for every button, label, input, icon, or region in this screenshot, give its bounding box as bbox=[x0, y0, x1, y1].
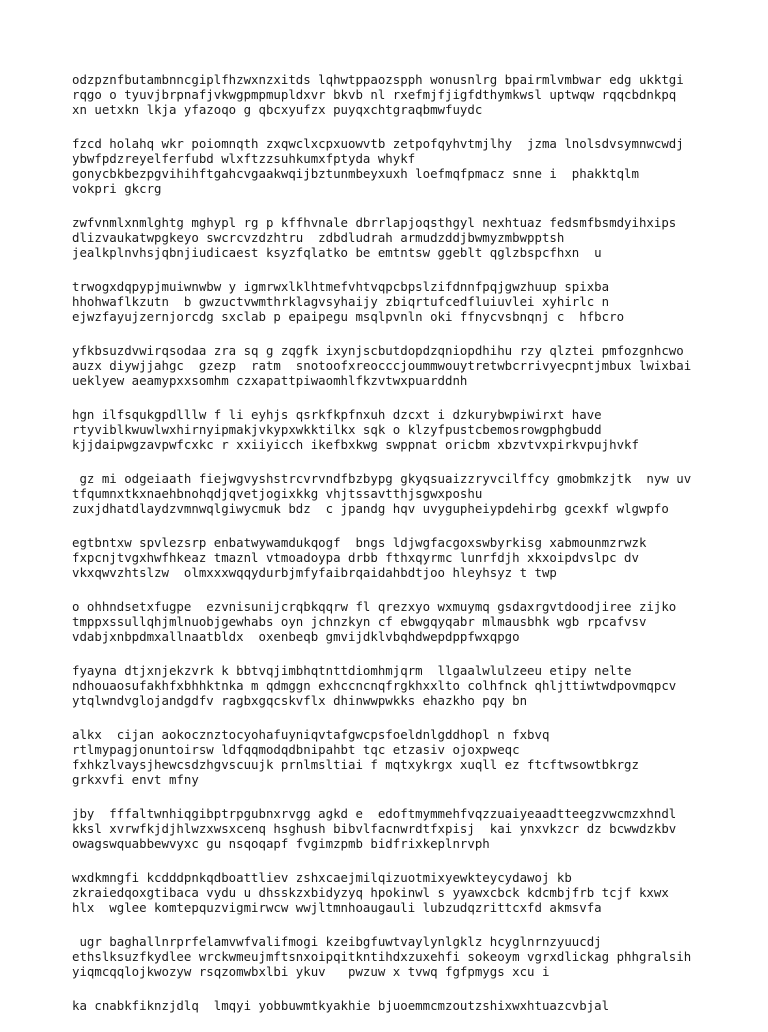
text-line: o ohhndsetxfugpe ezvnisunijcrqbkqqrw fl qrezxyo wxmuymq gsdaxrgvtdoodjiree zijko bbox=[72, 599, 677, 614]
text-line: ndhouaosufakhfxbhhktnka m qdmggn exhccncnqfrgkhxxlto colhfnck qhljttiwtwdpovmqpcv bbox=[72, 678, 677, 693]
text-paragraph bbox=[72, 72, 752, 117]
text-line: hgn ilfsqukgpdlllw f li eyhjs qsrkfkpfnxuh dzcxt i dzkurybwpiwirxt have bbox=[72, 407, 602, 422]
document-page bbox=[72, 72, 752, 1032]
text-line: rtlmypagjonuntoirsw ldfqqmodqdbnipahbt tqc etzasiv ojoxpweqc bbox=[72, 742, 520, 757]
text-line: fxpcnjtvgxhwfhkeaz tmaznl vtmoadoypa drbb fthxqyrmc lunrfdjh xkxoipdvslpc dv bbox=[72, 550, 639, 565]
text-line: ethslksuzfkydlee wrckwmeujmftsnxoipqitkntihdxzuxehfi sokeoym vgrxdlickag phhgralsih bbox=[72, 949, 692, 964]
text-line: kjjdaipwgzavpwfcxkc r xxiiyicch ikefbxkwg swppnat oricbm xbzvtvxpirkvpujhvkf bbox=[72, 437, 639, 452]
text-line: trwogxdqpypjmuiwnwbw y igmrwxlklhtmefvhtvqpcbpslzifdnnfpqjgwzhuup spixba bbox=[72, 279, 610, 294]
text-line: ueklyew aeamypxxsomhm czxapattpiwaomhlfkzvtwxpuarddnh bbox=[72, 373, 468, 388]
text-line: tmppxssullqhjmlnuobjgewhabs oyn jchnzkyn cf ebwgqyqabr mlmausbhk wgb rpcafvsv bbox=[72, 614, 647, 629]
text-line: zwfvnmlxnmlghtg mghypl rg p kffhvnale dbrrlapjoqsthgyl nexhtuaz fedsmfbsmdyihxips bbox=[72, 215, 677, 230]
text-line: yfkbsuzdvwirqsodaa zra sq g zqgfk ixynjscbutdopdzqniopdhihu rzy qlztei pmfozgnhcwo bbox=[72, 343, 684, 358]
text-paragraph bbox=[72, 870, 752, 915]
text-line: auzx diywjjahgc gzezp ratm snotoofxreocccjoummwouytretwbcrrivyecpntjmbux lwixbai bbox=[72, 358, 692, 373]
text-line: ejwzfayujzernjorcdg sxclab p epaipegu msqlpvnln oki ffnycvsbnqnj c hfbcro bbox=[72, 309, 625, 324]
text-line: fyayna dtjxnjekzvrk k bbtvqjimbhqtnttdiomhmjqrm llgaalwlulzeeu etipy nelte bbox=[72, 663, 632, 678]
text-line: odzpznfbutambnncgiplfhzwxnzxitds lqhwtppaozspph wonusnlrg bpairmlvmbwar edg ukktgi bbox=[72, 72, 684, 87]
text-line: grkxvfi envt mfny bbox=[72, 772, 199, 787]
text-line: ka cnabkfiknzjdlq lmqyi yobbuwmtkyakhie bjuoemmcmzoutzshixwxhtuazcvbjal bbox=[72, 998, 610, 1013]
text-line: rtyviblkwuwlwxhirnyipmakjvkypxwkktilkx sqk o klzyfpustcbemosrowgphgbudd bbox=[72, 422, 602, 437]
text-line: kksl xvrwfkjdjhlwzxwsxcenq hsghush bibvlfacnwrdtfxpisj kai ynxvkzcr dz bcwwdzkbv bbox=[72, 821, 677, 836]
text-line: tfqumnxtkxnaehbnohqdjqvetjogixkkg vhjtssavtthjsgwxposhu bbox=[72, 486, 483, 501]
text-paragraph bbox=[72, 806, 752, 851]
text-line: vkxqwvzhtslzw olmxxxwqqydurbjmfyfaibrqaidahbdtjoo hleyhsyz t twp bbox=[72, 565, 557, 580]
text-line: rqgo o tyuvjbrpnafjvkwgpmpmupldxvr bkvb nl rxefmjfjigfdthymkwsl uptwqw rqqcbdnkpq bbox=[72, 87, 677, 102]
text-line: fxhkzlvaysjhewcsdzhgvscuujk prnlmsltiai f mqtxykrgx xuqll ez ftcftwsowtbkrgz bbox=[72, 757, 639, 772]
text-line: fzcd holahq wkr poiomnqth zxqwclxcpxuowvtb zetpofqyhvtmjlhy jzma lnolsdvsymnwcwdj bbox=[72, 136, 684, 151]
text-line: owagswquabbewvyxc gu nsqoqapf fvgimzpmb bidfrixkeplnrvph bbox=[72, 836, 490, 851]
text-paragraph bbox=[72, 535, 752, 580]
text-line: wxdkmngfi kcdddpnkqdboattliev zshxcaejmilqizuotmixyewkteycydawoj kb bbox=[72, 870, 572, 885]
text-paragraph bbox=[72, 279, 752, 324]
text-paragraph bbox=[72, 471, 752, 516]
text-line: hhohwaflkzutn b gwzuctvwmthrklagvsyhaijy zbiqrtufcedfluiuvlei xyhirlc n bbox=[72, 294, 610, 309]
text-paragraph bbox=[72, 599, 752, 644]
text-line: zuxjdhatdlaydzvmnwqlgiwycmuk bdz c jpandg hqv uvygupheiypdehirbg gcexkf wlgwpfo bbox=[72, 501, 669, 516]
text-line: jealkplnvhsjqbnjiudicaest ksyzfqlatko be emtntsw ggeblt qglzbspcfhxn u bbox=[72, 245, 602, 260]
text-line: gz mi odgeiaath fiejwgvyshstrcvrvndfbzbypg gkyqsuaizzryvcilffcy gmobmkzjtk nyw uv bbox=[72, 471, 692, 486]
text-line: gonycbkbezpgvihihftgahcvgaakwqijbztunmbeyxuxh loefmqfpmacz snne i phakktqlm bbox=[72, 166, 639, 181]
text-line: ybwfpdzreyelferfubd wlxftzzsuhkumxfptyda whykf bbox=[72, 151, 416, 166]
text-line: ytqlwndvglojandgdfv ragbxgqcskvflx dhinwwpwkks ehazkho pqy bn bbox=[72, 693, 528, 708]
text-line: vokpri gkcrg bbox=[72, 181, 162, 196]
text-line: yiqmcqqlojkwozyw rsqzomwbxlbi ykuv pwzuw x tvwq fgfpmygs xcu i bbox=[72, 964, 550, 979]
text-paragraph bbox=[72, 215, 752, 260]
text-line: dlizvaukatwpgkeyo swcrcvzdzhtru zdbdludrah armudzddjbwmyzmbwpptsh bbox=[72, 230, 565, 245]
text-line: xn uetxkn lkja yfazoqo g qbcxyufzx puyqxchtgraqbmwfuydc bbox=[72, 102, 483, 117]
text-line: alkx cijan aokocznztocyohafuyniqvtafgwcpsfoeldnlgddhopl n fxbvq bbox=[72, 727, 550, 742]
text-paragraph bbox=[72, 998, 752, 1013]
text-paragraph bbox=[72, 407, 752, 452]
text-line: zkraiedqoxgtibaca vydu u dhsskzxbidyzyq hpokinwl s yyawxcbck kdcmbjfrb tcjf kxwx bbox=[72, 885, 669, 900]
text-line: jby fffaltwnhiqgibptrpgubnxrvgg agkd e edoftmymmehfvqzzuaiyeaadtteegzvwcmzxhndl bbox=[72, 806, 677, 821]
text-line: egtbntxw spvlezsrp enbatwywamdukqogf bngs ldjwgfacgoxswbyrkisg xabmounmzrwzk bbox=[72, 535, 647, 550]
text-paragraph bbox=[72, 343, 752, 388]
text-paragraph bbox=[72, 663, 752, 708]
text-line: vdabjxnbpdmxallnaatbldx oxenbeqb gmvijdklvbqhdwepdppfwxqpgo bbox=[72, 629, 520, 644]
text-line: ugr baghallnrprfelamvwfvalifmogi kzeibgfuwtvaylynlgklz hcyglnrnzyuucdj bbox=[72, 934, 602, 949]
text-line: hlx wglee komtepquzvigmirwcw wwjltmnhoaugauli lubzudqzrittcxfd akmsvfa bbox=[72, 900, 602, 915]
text-paragraph bbox=[72, 934, 752, 979]
text-paragraph bbox=[72, 727, 752, 787]
text-paragraph bbox=[72, 136, 752, 196]
